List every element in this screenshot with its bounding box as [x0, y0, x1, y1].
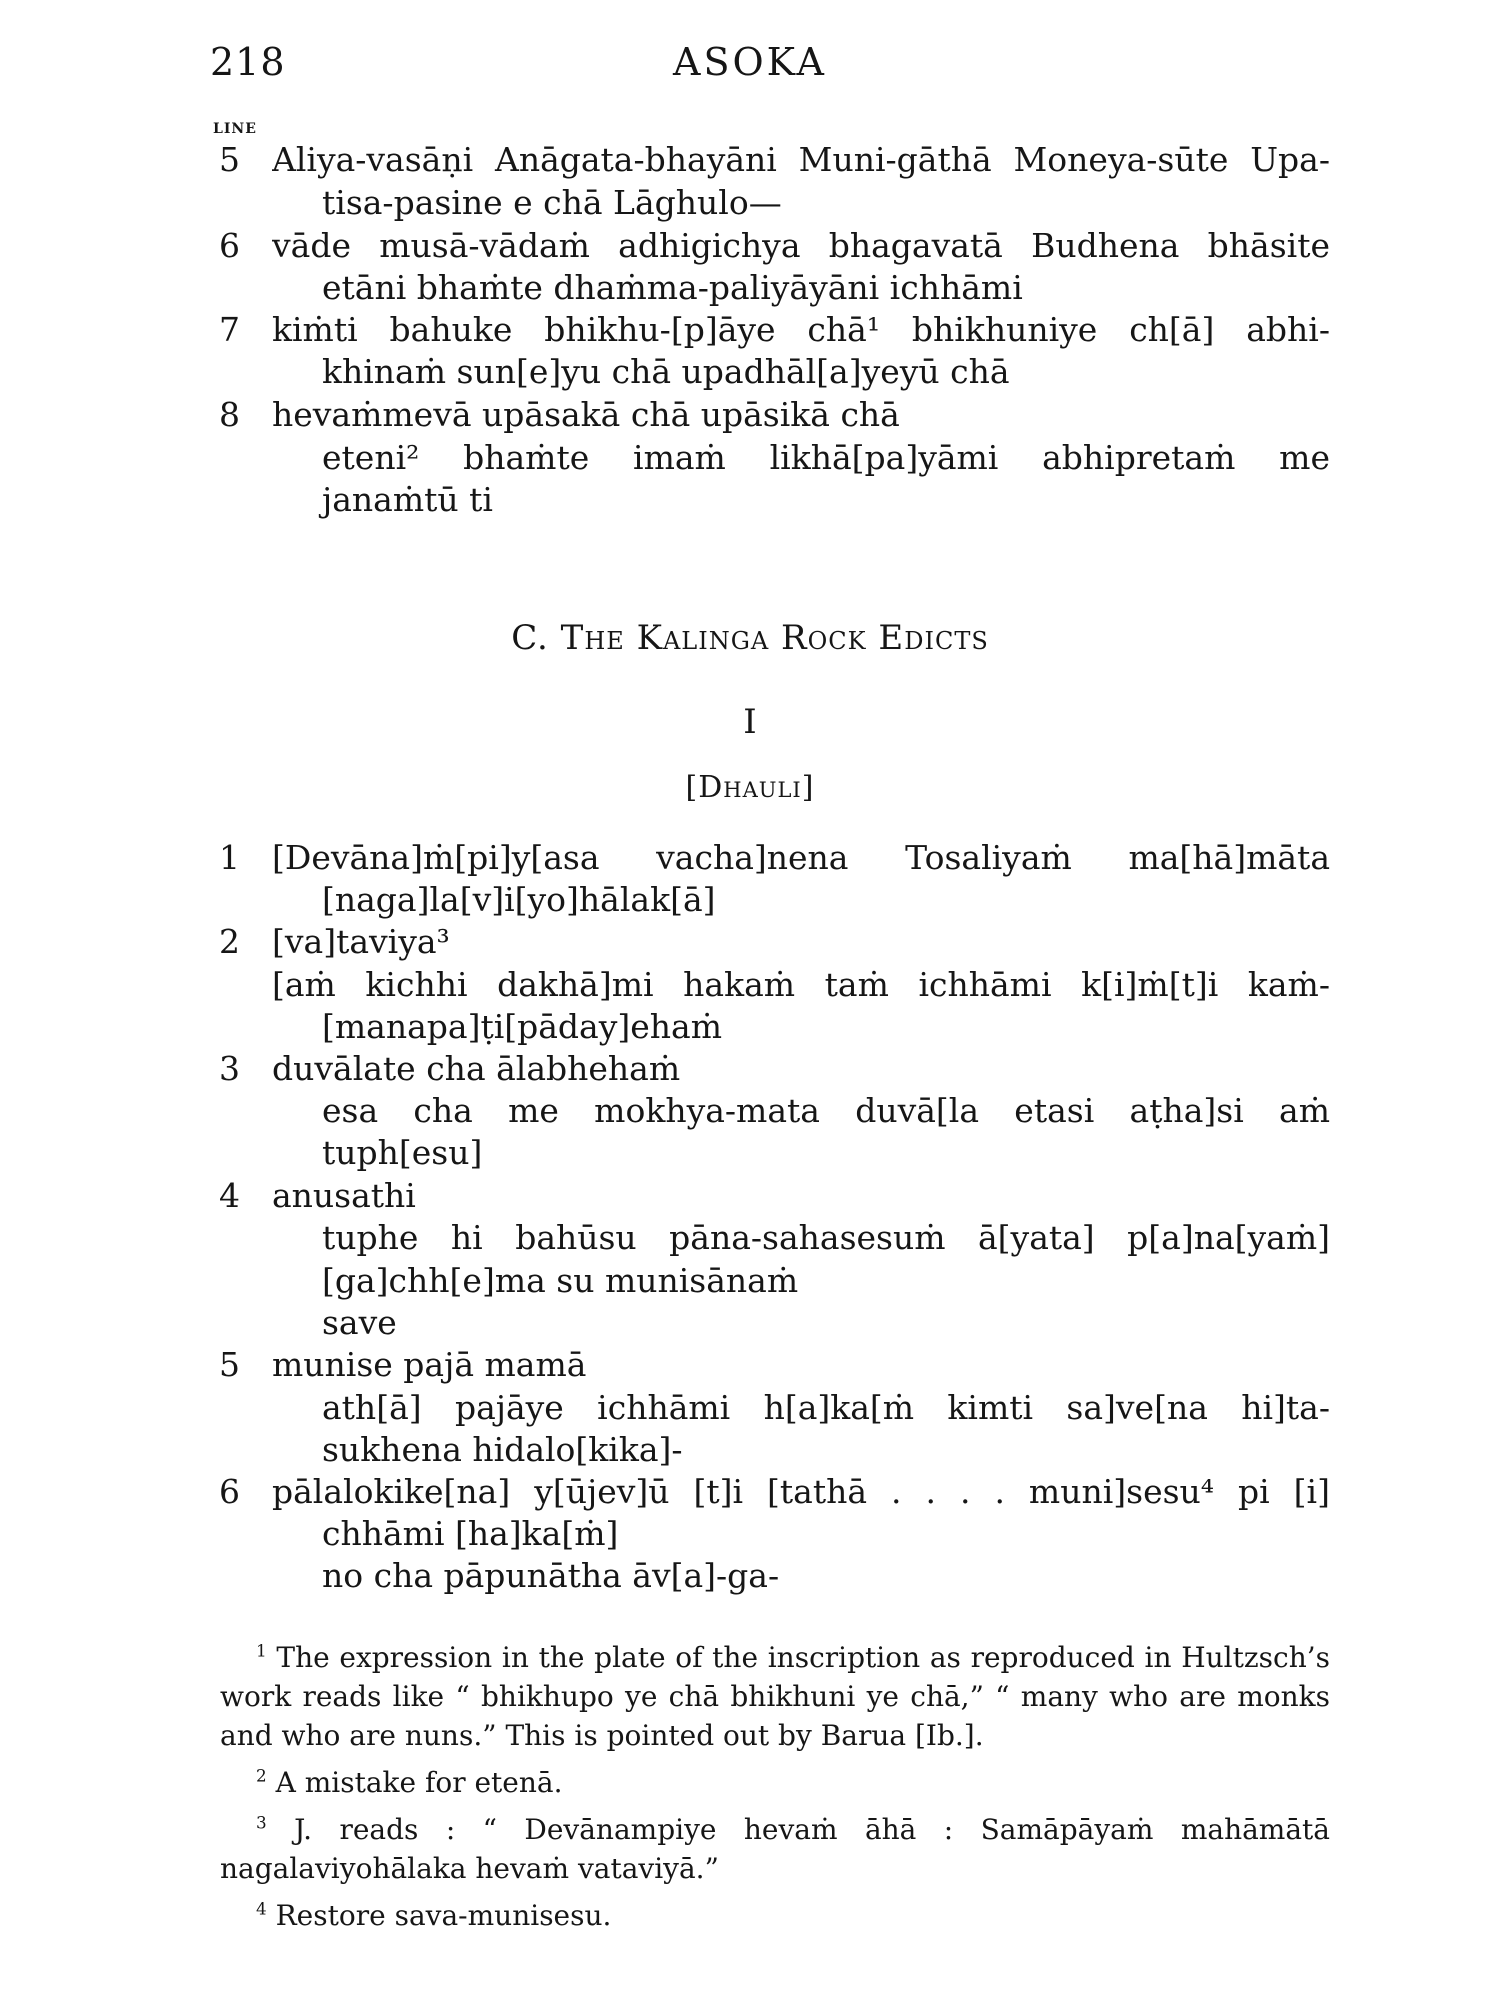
footnotes	[220, 1638, 1330, 1943]
inscription-line	[0, 1218, 1500, 1260]
edict-location: [Dhauli]	[685, 770, 815, 805]
line-text: tuph[esu]	[322, 1133, 483, 1172]
line-text: kiṁti bahuke bhikhu-[p]āye chā¹ bhikhuniye ch[ā] abhi-	[272, 310, 1330, 349]
footnote-text: A mistake for etenā.	[275, 1766, 563, 1799]
inscription-line	[0, 965, 1500, 1007]
line-text: [Devāna]ṁ[pi]y[asa vacha]nena Tosaliyaṁ ma[hā]māta	[272, 838, 1330, 877]
inscription-line	[0, 1049, 1500, 1091]
inscription-line	[0, 438, 1500, 480]
line-number: 5	[219, 1345, 240, 1384]
running-title: ASOKA	[673, 40, 827, 84]
inscription-line	[0, 1514, 1500, 1556]
line-number: 7	[219, 310, 240, 349]
line-text: [ga]chh[e]ma su munisānaṁ	[322, 1261, 799, 1300]
line-column-label: LINE	[213, 121, 257, 137]
line-text: janaṁtū ti	[322, 480, 493, 519]
footnote-mark: 3	[256, 1812, 267, 1833]
inscription-line	[0, 480, 1500, 522]
line-number: 1	[219, 838, 240, 877]
running-head	[0, 40, 1500, 90]
inscription-line	[0, 183, 1500, 225]
section-heading: C. The Kalinga Rock Edicts	[511, 618, 989, 658]
line-number: 8	[219, 395, 240, 434]
line-text: [aṁ kichhi dakhā]mi hakaṁ taṁ ichhāmi k[i]ṁ[t]i kaṁ-	[272, 965, 1330, 1004]
line-text: esa cha me mokhya-mata duvā[la etasi aṭha]si aṁ	[322, 1091, 1330, 1130]
line-text: save	[322, 1303, 397, 1342]
line-text: munise pajā mamā	[272, 1345, 587, 1384]
footnote	[220, 1638, 1330, 1755]
line-text: [manapa]ṭi[pāday]ehaṁ	[322, 1007, 722, 1046]
footnote	[220, 1763, 1330, 1802]
line-number: 4	[219, 1176, 240, 1215]
line-number: 6	[219, 226, 240, 265]
line-text: anusathi	[272, 1176, 416, 1215]
line-text: pālalokike[na] y[ūjev]ū [t]i [tathā . . . . muni]sesu⁴ pi [i]	[272, 1472, 1330, 1511]
inscription-line	[0, 1091, 1500, 1133]
inscription-line	[0, 1388, 1500, 1430]
footnote-text: The expression in the plate of the inscription as reproduced in Hultzsch’s work reads like “ bhikhupo ye chā bhikhuni ye chā,” “ many who are monks and who are nuns.” This is pointed out by Barua [Ib.].	[220, 1641, 1330, 1752]
footnote-text: Restore sava-munisesu.	[275, 1899, 612, 1932]
inscription-line	[0, 395, 1500, 437]
line-number: 3	[219, 1049, 240, 1088]
inscription-line	[0, 922, 1500, 964]
inscription-line	[0, 268, 1500, 310]
footnote-mark: 2	[256, 1765, 267, 1786]
footnote	[220, 1896, 1330, 1935]
line-number: 2	[219, 922, 240, 961]
inscription-line	[0, 310, 1500, 352]
inscription-line	[0, 1345, 1500, 1387]
line-number: 6	[219, 1472, 240, 1511]
footnote	[220, 1810, 1330, 1888]
inscription-line	[0, 838, 1500, 880]
inscription-line	[0, 1556, 1500, 1598]
line-text: Aliya-vasāṇi Anāgata-bhayāni Muni-gāthā Moneya-sūte Upa-	[272, 140, 1330, 179]
inscription-line	[0, 1133, 1500, 1175]
line-text: [naga]la[v]i[yo]hālak[ā]	[322, 880, 716, 919]
line-text: chhāmi [ha]ka[ṁ]	[322, 1514, 619, 1553]
line-text: vāde musā-vādaṁ adhigichya bhagavatā Budhena bhāsite	[272, 226, 1330, 265]
page-number: 218	[210, 40, 286, 84]
line-text: duvālate cha ālabhehaṁ	[272, 1049, 681, 1088]
line-number: 5	[219, 140, 240, 179]
line-text: [va]taviya³	[272, 922, 450, 961]
line-text: sukhena hidalo[kika]-	[322, 1430, 683, 1469]
line-text: eteni² bhaṁte imaṁ likhā[pa]yāmi abhipretaṁ me	[322, 438, 1330, 477]
inscription-line	[0, 226, 1500, 268]
inscription-line	[0, 1007, 1500, 1049]
line-text: no cha pāpunātha āv[a]-ga-	[322, 1556, 780, 1595]
inscription-line	[0, 1303, 1500, 1345]
footnote-mark: 4	[256, 1898, 267, 1919]
line-text: tisa-pasine e chā Lāghulo—	[322, 183, 782, 222]
edict-number: I	[743, 702, 757, 742]
line-text: hevaṁmevā upāsakā chā upāsikā chā	[272, 395, 900, 434]
inscription-line	[0, 1472, 1500, 1514]
inscription-line	[0, 352, 1500, 394]
inscription-line	[0, 1176, 1500, 1218]
inscription-line	[0, 140, 1500, 182]
line-text: tuphe hi bahūsu pāna-sahasesuṁ ā[yata] p[a]na[yaṁ]	[322, 1218, 1330, 1257]
inscription-line	[0, 880, 1500, 922]
inscription-line	[0, 1261, 1500, 1303]
footnote-mark: 1	[256, 1640, 267, 1661]
line-text: khinaṁ sun[e]yu chā upadhāl[a]yeyū chā	[322, 352, 1010, 391]
line-text: ath[ā] pajāye ichhāmi h[a]ka[ṁ kimti sa]ve[na hi]ta-	[322, 1388, 1330, 1427]
line-text: etāni bhaṁte dhaṁma-paliyāyāni ichhāmi	[322, 268, 1023, 307]
footnote-text: J. reads : “ Devānampiye hevaṁ āhā : Samāpāyaṁ mahāmātā nagalaviyohālaka hevaṁ vataviyā.”	[220, 1813, 1330, 1885]
inscription-line	[0, 1430, 1500, 1472]
